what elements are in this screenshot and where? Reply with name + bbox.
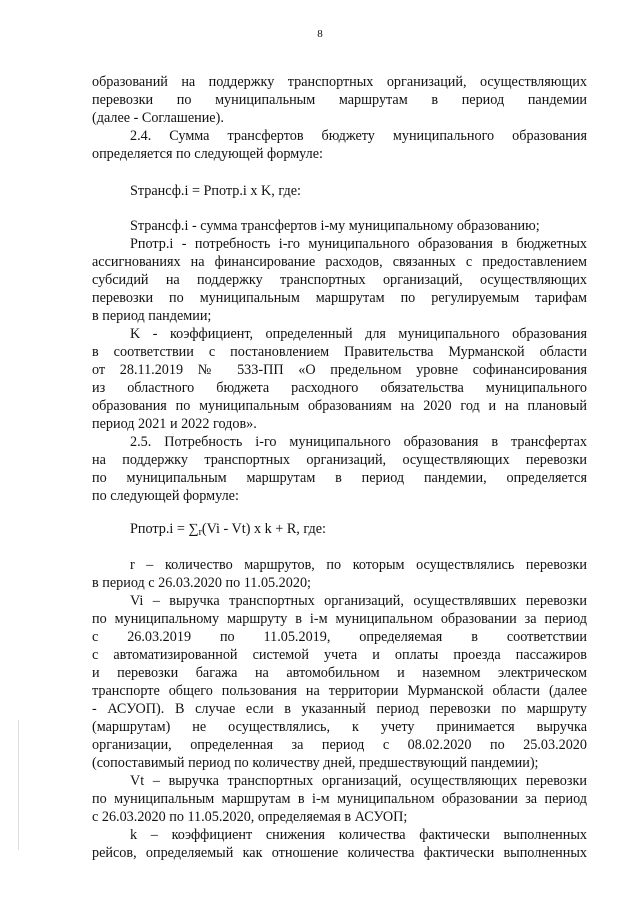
text-line: Vt – выручка транспортных организаций, осуществляющих перевозки [130,773,587,789]
text-line: k – коэффициент снижения количества фактически выполненных [130,827,587,843]
text-line: 2.5. Потребность i-го муниципального образования в трансфертах [130,434,587,450]
text-line: период 2021 и 2022 годов». [92,416,257,432]
text-line: в соответствии с постановлением Правительства Мурманской области [92,344,587,360]
text-line: (далее - Соглашение). [92,110,224,126]
text-line: образований на поддержку транспортных организаций, осуществляющих [92,74,587,90]
text-line: определяется по следующей формуле: [92,146,323,162]
text-line: из областного бюджета расходного обязательства муниципального [92,380,587,396]
text-line: Sтрансф.i - сумма трансфертов i-му муниципальному образованию; [130,218,540,234]
text-line: организации, определенная за период с 08.02.2020 по 25.03.2020 [92,737,587,753]
text-line: и перевозки багажа на автомобильном и наземном электрическом [92,665,587,681]
text-line: с автоматизированной системой учета и оплаты проезда пассажиров [92,647,587,663]
text-line: по муниципальному маршруту в i-м муниципальном образовании за период [92,611,587,627]
text-line: r – количество маршрутов, по которым осуществлялись перевозки [130,557,587,573]
formula-need-left: Pпотр.i = ∑ [130,521,199,537]
text-line: (маршрутам) не осуществлялись, к учету принимается выручка [92,719,587,735]
text-line: субсидий на поддержку транспортных организаций, осуществляющих [92,272,587,288]
text-line: Vi – выручка транспортных организаций, осуществлявших перевозки [130,593,587,609]
text-line: образования по муниципальным образованиям на 2020 год и на плановый [92,398,587,414]
text-line: с 26.03.2019 по 11.05.2019, определяемая в соответствии [92,629,587,645]
text-line: Pпотр.i - потребность i-го муниципального образования в бюджетных [130,236,587,252]
text-line: ассигнованиях на финансирование расходов, связанных с предоставлением [92,254,587,270]
text-line: в период пандемии; [92,308,212,324]
text-line: по муниципальным маршрутам в период пандемии, определяется [92,470,587,486]
text-line: 2.4. Сумма трансфертов бюджету муниципального образования [130,128,587,144]
formula-need-right: (Vi - Vt) x k + R, где: [201,521,326,537]
text-line: перевозки по муниципальным маршрутам в период пандемии [92,92,587,108]
text-line: транспорте общего пользования на территории Мурманской области (далее [92,683,587,699]
page-number: 8 [317,28,323,40]
text-line: в период с 26.03.2020 по 11.05.2020; [92,575,311,591]
formula-need-subscript: r [198,527,202,538]
text-line: на поддержку транспортных организаций, осуществляющих перевозки [92,452,587,468]
text-line: перевозки по муниципальным маршрутам по регулируемым тарифам [92,290,587,306]
scan-edge [18,720,19,850]
text-line: по следующей формуле: [92,488,239,504]
text-line: от 28.11.2019 № 533-ПП «О предельном уровне софинансирования [92,362,587,378]
text-line: по муниципальным маршрутам в i-м муниципальном образовании за период [92,791,587,807]
text-line: (сопоставимый период по количеству дней, предшествующий пандемии); [92,755,539,771]
formula-transfer: Sтрансф.i = Pпотр.i x K, где: [130,183,301,199]
formula-need [130,521,625,538]
text-line: - АСУОП). В случае если в указанный период перевозки по маршруту [92,701,587,717]
text-line: рейсов, определяемый как отношение количества фактически выполненных [92,845,587,861]
text-line: K - коэффициент, определенный для муниципального образования [130,326,587,342]
text-line: с 26.03.2020 по 11.05.2020, определяемая в АСУОП; [92,809,408,825]
